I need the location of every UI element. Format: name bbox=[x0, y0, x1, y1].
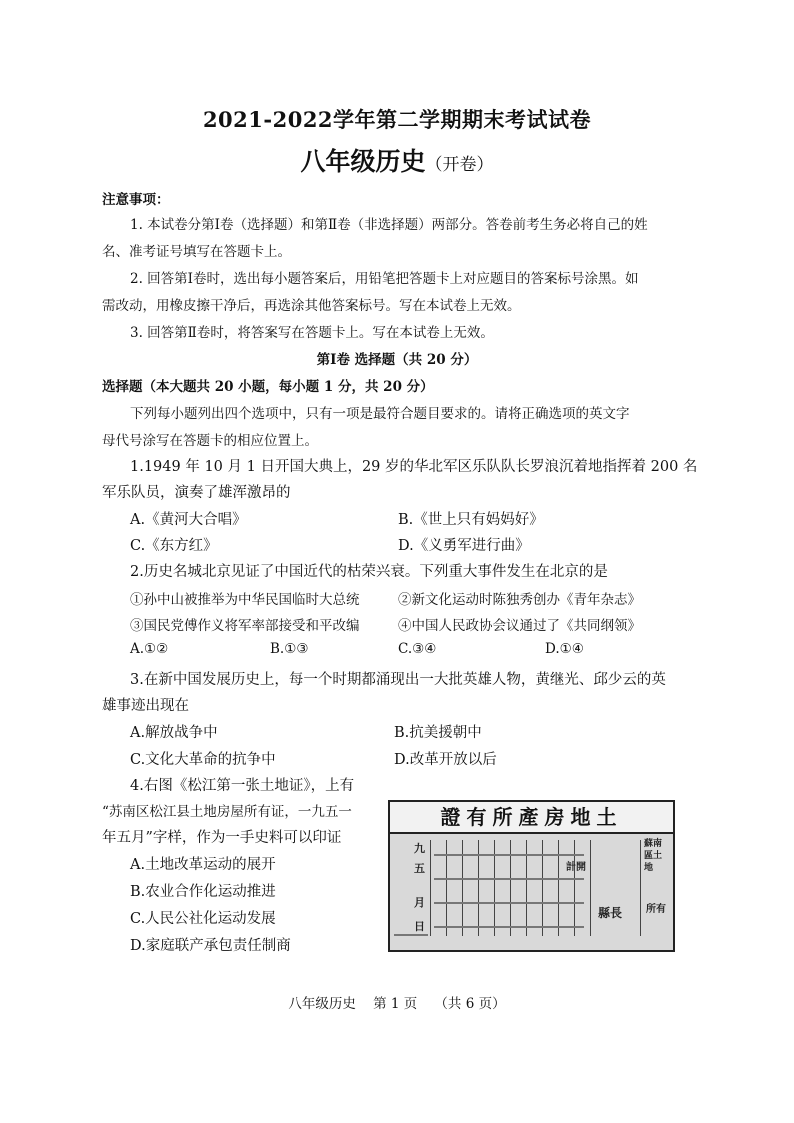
q3-option-c: C.文化大革命的抗争中 bbox=[130, 752, 276, 768]
certificate-mid-text: 縣長 bbox=[598, 906, 623, 920]
q2-option-a: A.①② bbox=[130, 641, 169, 657]
q1-line1: 1.1949 年 10 月 1 日开国大典上，29 岁的华北军区乐队队长罗浪沉着地指挥着 200 名 bbox=[130, 459, 698, 475]
exam-title: 2021-2022学年第二学期期末考试试卷 bbox=[202, 107, 592, 132]
certificate-side-char: 五 bbox=[414, 862, 425, 875]
section-title: 第Ⅰ卷 选择题（共 20 分） bbox=[316, 352, 478, 368]
certificate-right-text: 蘇南區土地 bbox=[644, 839, 663, 873]
q4-option-a: A.土地改革运动的展开 bbox=[130, 857, 276, 873]
q4-line3: 年五月”字样，作为一手史料可以印证 bbox=[102, 830, 342, 846]
q2-option-c: C.③④ bbox=[398, 641, 437, 657]
q1-option-c: C.《东方红》 bbox=[130, 538, 218, 554]
certificate-divider bbox=[590, 840, 591, 936]
certificate-side-char: 日 bbox=[414, 920, 425, 933]
notice-item1-line2: 名、准考证号填写在答题卡上。 bbox=[102, 244, 291, 260]
q2-item4: ④中国人民政协会议通过了《共同纲领》 bbox=[398, 618, 641, 634]
subtitle-note: （开卷） bbox=[425, 155, 494, 175]
q3-line1: 3.在新中国发展历史上，每一个时期都涌现出一大批英雄人物，黄继光、邱少云的英 bbox=[130, 672, 666, 688]
section-instruction-line1: 下列每小题列出四个选项中，只有一项是最符合题目要求的。请将正确选项的英文字 bbox=[130, 406, 630, 422]
certificate-side-char: 月 bbox=[414, 896, 425, 909]
notice-heading: 注意事项： bbox=[102, 192, 170, 208]
q2-option-d: D.①④ bbox=[545, 641, 584, 657]
exam-subtitle bbox=[0, 142, 794, 178]
q3-option-b: B.抗美援朝中 bbox=[394, 725, 482, 741]
certificate-right-text: 所有 bbox=[646, 904, 666, 915]
q4-option-b: B.农业合作化运动推进 bbox=[130, 884, 276, 900]
q3-option-d: D.改革开放以后 bbox=[394, 752, 497, 768]
certificate-line bbox=[434, 926, 584, 928]
certificate-side-char: 九 bbox=[414, 842, 425, 855]
notice-item2-line1: 2. 回答第Ⅰ卷时，选出每小题答案后，用铅笔把答题卡上对应题目的答案标号涂黑。如 bbox=[130, 271, 639, 287]
q3-option-a: A.解放战争中 bbox=[130, 725, 218, 741]
q2-line1: 2.历史名城北京见证了中国近代的枯荣兴衰。下列重大事件发生在北京的是 bbox=[130, 564, 608, 580]
certificate-body bbox=[390, 834, 673, 950]
certificate-line bbox=[434, 902, 584, 904]
subtitle-main: 八年级历史 bbox=[300, 147, 426, 176]
land-certificate-image bbox=[388, 800, 675, 952]
notice-item2-line2: 需改动，用橡皮擦干净后，再选涂其他答案标号。写在本试卷上无效。 bbox=[102, 298, 521, 314]
q2-item2: ②新文化运动时陈独秀创办《青年杂志》 bbox=[398, 592, 641, 608]
certificate-divider bbox=[640, 840, 641, 936]
page-footer: 八年级历史 第 1 页 （共 6 页） bbox=[288, 996, 506, 1012]
q1-line2: 军乐队员，演奏了雄浑激昂的 bbox=[102, 485, 291, 501]
q4-option-c: C.人民公社化运动发展 bbox=[130, 911, 276, 927]
certificate-line bbox=[394, 934, 428, 936]
q4-line2: “苏南区松江县土地房屋所有证，一九五一 bbox=[102, 804, 352, 820]
section-instruction-line2: 母代号涂写在答题卡的相应位置上。 bbox=[102, 433, 318, 449]
q2-item3: ③国民党傅作义将军率部接受和平改编 bbox=[130, 618, 360, 634]
certificate-mid-text: 計開 bbox=[566, 862, 586, 873]
certificate-header: 證有所產房地土 bbox=[390, 802, 673, 834]
q2-item1: ①孙中山被推举为中华民国临时大总统 bbox=[130, 592, 360, 608]
notice-item1-line1: 1. 本试卷分第Ⅰ卷（选择题）和第Ⅱ卷（非选择题）两部分。答卷前考生务必将自己的姓 bbox=[130, 217, 648, 233]
q1-option-d: D.《义勇军进行曲》 bbox=[398, 538, 530, 554]
certificate-line bbox=[434, 854, 584, 856]
notice-item3: 3. 回答第Ⅱ卷时，将答案写在答题卡上。写在本试卷上无效。 bbox=[130, 325, 494, 341]
q1-option-b: B.《世上只有妈妈好》 bbox=[398, 512, 544, 528]
q1-option-a: A.《黄河大合唱》 bbox=[130, 512, 247, 528]
certificate-divider bbox=[430, 840, 431, 936]
q4-line1: 4.右图《松江第一张土地证》，上有 bbox=[130, 778, 355, 794]
q4-option-d: D.家庭联产承包责任制商 bbox=[130, 938, 291, 954]
q3-line2: 雄事迹出现在 bbox=[102, 698, 189, 714]
section-heading: 选择题（本大题共 20 小题，每小题 1 分，共 20 分） bbox=[102, 379, 434, 395]
certificate-line bbox=[434, 878, 584, 880]
q2-option-b: B.①③ bbox=[270, 641, 309, 657]
